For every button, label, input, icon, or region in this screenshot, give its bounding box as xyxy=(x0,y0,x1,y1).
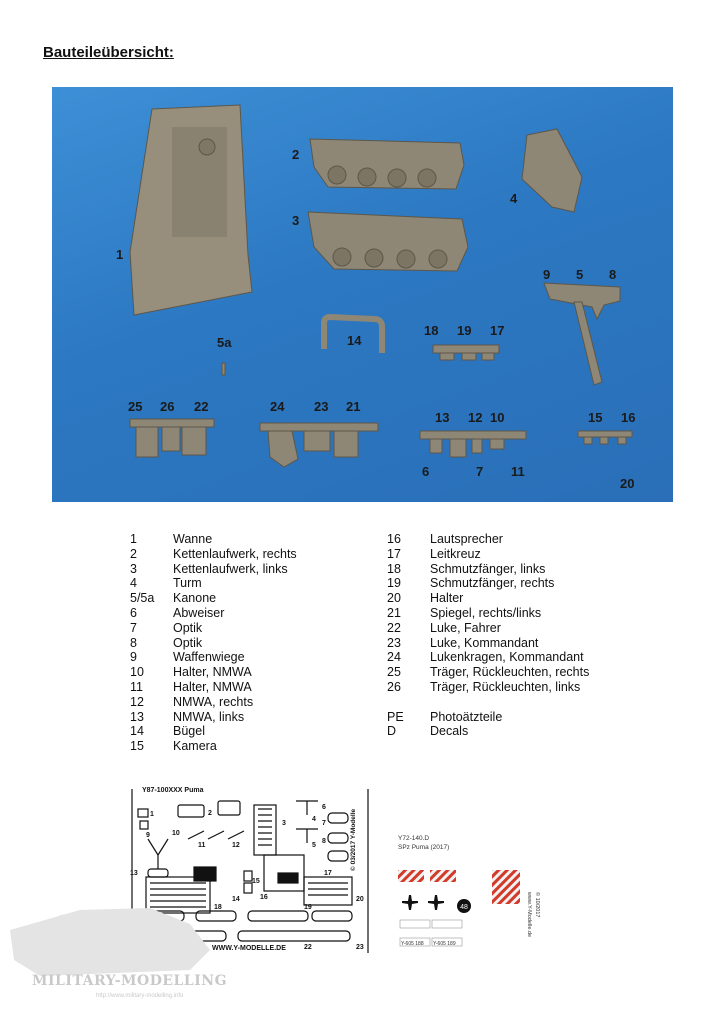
photo-label: 3 xyxy=(292,213,300,228)
photo-label: 23 xyxy=(314,399,329,414)
decal-url: www.Y-Modelle.de xyxy=(526,892,532,938)
list-item: 10 Halter, NMWA xyxy=(130,665,252,680)
list-item: 11 Halter, NMWA xyxy=(130,679,252,694)
decal-name: SPz Puma (2017) xyxy=(398,844,450,851)
decal-code: Y72-140.D xyxy=(398,835,430,842)
photo-label: 5a xyxy=(217,335,232,350)
decal-sheet xyxy=(380,800,550,960)
pe-number: 12 xyxy=(232,842,240,849)
plate-text: Y-605 188 xyxy=(401,941,424,947)
pe-number: 14 xyxy=(232,896,240,903)
photo-label: 4 xyxy=(510,191,518,206)
photo-label: 11 xyxy=(511,464,525,479)
list-item: 18 Schmutzfänger, links xyxy=(387,561,546,576)
photo-label: 6 xyxy=(422,464,430,479)
pe-number: 13 xyxy=(130,870,138,877)
list-item: 22 Luke, Fahrer xyxy=(387,620,501,635)
pe-sheet-copyright: © 03/2017 Y-Modelle xyxy=(350,808,357,871)
pe-number: 2 xyxy=(208,810,212,817)
photo-label: 18 xyxy=(424,323,439,338)
list-item: 1 Wanne xyxy=(130,532,213,546)
decal-badge: 48 xyxy=(460,904,468,911)
watermark-url: http://www.military-modelling.info xyxy=(96,993,184,999)
pe-number: 8 xyxy=(322,838,326,845)
photo-label: 1 xyxy=(116,247,124,262)
list-item: 25 Träger, Rückleuchten, rechts xyxy=(387,665,590,680)
list-item: 14 Bügel xyxy=(130,724,205,739)
photo-label: 10 xyxy=(490,410,505,425)
decal-drawing xyxy=(380,800,550,960)
iron-cross-icon xyxy=(402,895,444,910)
decal-copyright: © 10/2017 xyxy=(534,892,540,918)
photo-label: 13 xyxy=(435,410,450,425)
pe-number: 1 xyxy=(150,811,154,818)
parts-photo xyxy=(52,87,673,502)
list-item: 7 Optik xyxy=(130,620,203,635)
pe-number: 20 xyxy=(356,896,364,903)
photo-label: 2 xyxy=(292,147,300,162)
photo-label: 22 xyxy=(194,399,209,414)
list-item: 16 Lautsprecher xyxy=(387,532,503,546)
list-item: 21 Spiegel, rechts/links xyxy=(387,605,542,620)
photo-label: 21 xyxy=(346,399,361,414)
photo-label: 20 xyxy=(620,476,635,491)
photo-label: 24 xyxy=(270,399,285,414)
list-item: 3 Kettenlaufwerk, links xyxy=(130,561,288,576)
pe-number: 6 xyxy=(322,804,326,811)
list-item: 24 Lukenkragen, Kommandant xyxy=(387,650,584,665)
pe-number: 16 xyxy=(260,894,268,901)
photo-label: 17 xyxy=(490,323,505,338)
list-item: 2 Kettenlaufwerk, rechts xyxy=(130,546,297,561)
list-item: 9 Waffenwiege xyxy=(130,650,245,665)
pe-number: 23 xyxy=(356,944,364,951)
photo-label: 7 xyxy=(476,464,484,479)
list-item: 20 Halter xyxy=(387,591,464,606)
list-item: 17 Leitkreuz xyxy=(387,546,481,561)
photo-label: 14 xyxy=(347,333,362,348)
photo-label: 12 xyxy=(468,410,483,425)
list-item: 15 Kamera xyxy=(130,739,217,754)
pe-number: 15 xyxy=(252,878,260,885)
photo-label: 19 xyxy=(457,323,472,338)
pe-sheet-url: WWW.Y-MODELLE.DE xyxy=(212,945,286,952)
parts-illustration xyxy=(52,87,673,502)
parts-list-right xyxy=(387,532,589,739)
photo-label: 8 xyxy=(609,267,617,282)
watermark-text: MILITARY-MODELLING xyxy=(32,973,228,989)
pe-number: 18 xyxy=(214,904,222,911)
pe-number: 19 xyxy=(304,904,312,911)
list-item: 13 NMWA, links xyxy=(130,709,245,724)
photo-label: 5 xyxy=(576,267,584,282)
pe-number: 5 xyxy=(312,842,316,849)
photo-label: 26 xyxy=(160,399,175,414)
photo-label: 25 xyxy=(128,399,143,414)
pe-number: 10 xyxy=(172,830,180,837)
hazard-stripe xyxy=(492,870,520,904)
pe-number: 17 xyxy=(324,870,332,877)
photo-label: 16 xyxy=(621,410,636,425)
parts-list-left xyxy=(130,532,297,754)
list-item: 12 NMWA, rechts xyxy=(130,694,254,709)
pe-number: 11 xyxy=(198,842,206,849)
pe-number: 22 xyxy=(304,944,312,951)
list-item: 6 Abweiser xyxy=(130,605,225,620)
page-title: Bauteileübersicht: xyxy=(43,44,174,61)
list-item: PE Photoätzteile xyxy=(387,709,503,724)
list-item: D Decals xyxy=(387,724,469,739)
pe-number: 7 xyxy=(322,820,326,827)
pe-number: 4 xyxy=(312,816,316,823)
list-spacer xyxy=(387,695,589,710)
photo-label: 15 xyxy=(588,410,603,425)
pe-sheet-title: Y87-100XXX Puma xyxy=(142,787,204,794)
pe-number: 9 xyxy=(146,832,150,839)
list-item: 5/5a Kanone xyxy=(130,591,217,606)
list-item: 26 Träger, Rückleuchten, links xyxy=(387,679,581,694)
list-item: 8 Optik xyxy=(130,635,203,650)
plate-text: Y-605 189 xyxy=(433,941,456,947)
photo-label: 9 xyxy=(543,267,551,282)
list-item: 4 Turm xyxy=(130,576,202,591)
list-item: 19 Schmutzfänger, rechts xyxy=(387,576,555,591)
list-item: 23 Luke, Kommandant xyxy=(387,635,539,650)
hazard-stripe xyxy=(398,870,424,882)
pe-number: 3 xyxy=(282,820,286,827)
hazard-stripe xyxy=(430,870,456,882)
tank-watermark-icon xyxy=(0,890,230,1010)
